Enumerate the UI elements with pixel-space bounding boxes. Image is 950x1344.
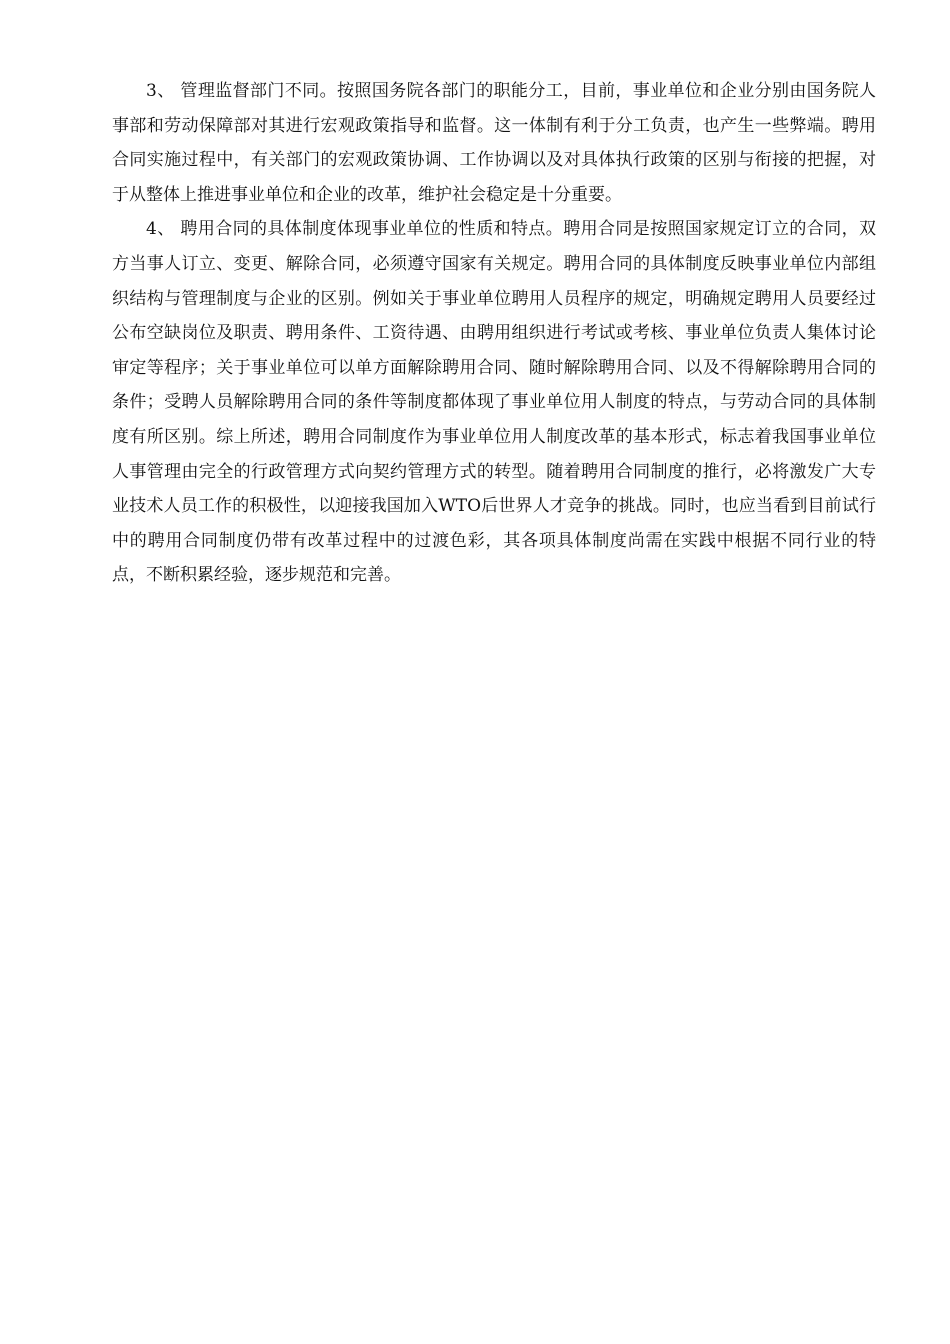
paragraph-4: 4、 聘用合同的具体制度体现事业单位的性质和特点。聘用合同是按照国家规定订立的合同，双方当事人订立、变更、解除合同，必须遵守国家有关规定。聘用合同的具体制度反映事业单位内部组织结构与管理制度与企业的区别。例如关于事业单位聘用人员程序的规定，明确规定聘用人员要经过公布空缺岗位及职责、聘用条件、工资待遇、由聘用组织进行考试或考核、事业单位负责人集体讨论审定等程序；关于事业单位可以单方面解除聘用合同、随时解除聘用合同、以及不得解除聘用合同的条件；受聘人员解除聘用合同的条件等制度都体现了事业单位用人制度的特点，与劳动合同的具体制度有所区别。综上所述，聘用合同制度作为事业单位用人制度改革的基本形式，标志着我国事业单位人事管理由完全的行政管理方式向契约管理方式的转型。随着聘用合同制度的推行，必将激发广大专业技术人员工作的积极性，以迎接我国加入WTO后世界人才竞争的挑战。同时，也应当看到目前试行中的聘用合同制度仍带有改革过程中的过渡色彩，其各项具体制度尚需在实践中根据不同行业的特点，不断积累经验，逐步规范和完善。 bbox=[112, 219, 876, 586]
document-body bbox=[112, 74, 876, 593]
paragraph-3: 3、 管理监督部门不同。按照国务院各部门的职能分工，目前，事业单位和企业分别由国务院人事部和劳动保障部对其进行宏观政策指导和监督。这一体制有利于分工负责，也产生一些弊端。聘用合同实施过程中，有关部门的宏观政策协调、工作协调以及对具体执行政策的区别与衔接的把握，对于从整体上推进事业单位和企业的改革，维护社会稳定是十分重要。 bbox=[112, 81, 876, 205]
